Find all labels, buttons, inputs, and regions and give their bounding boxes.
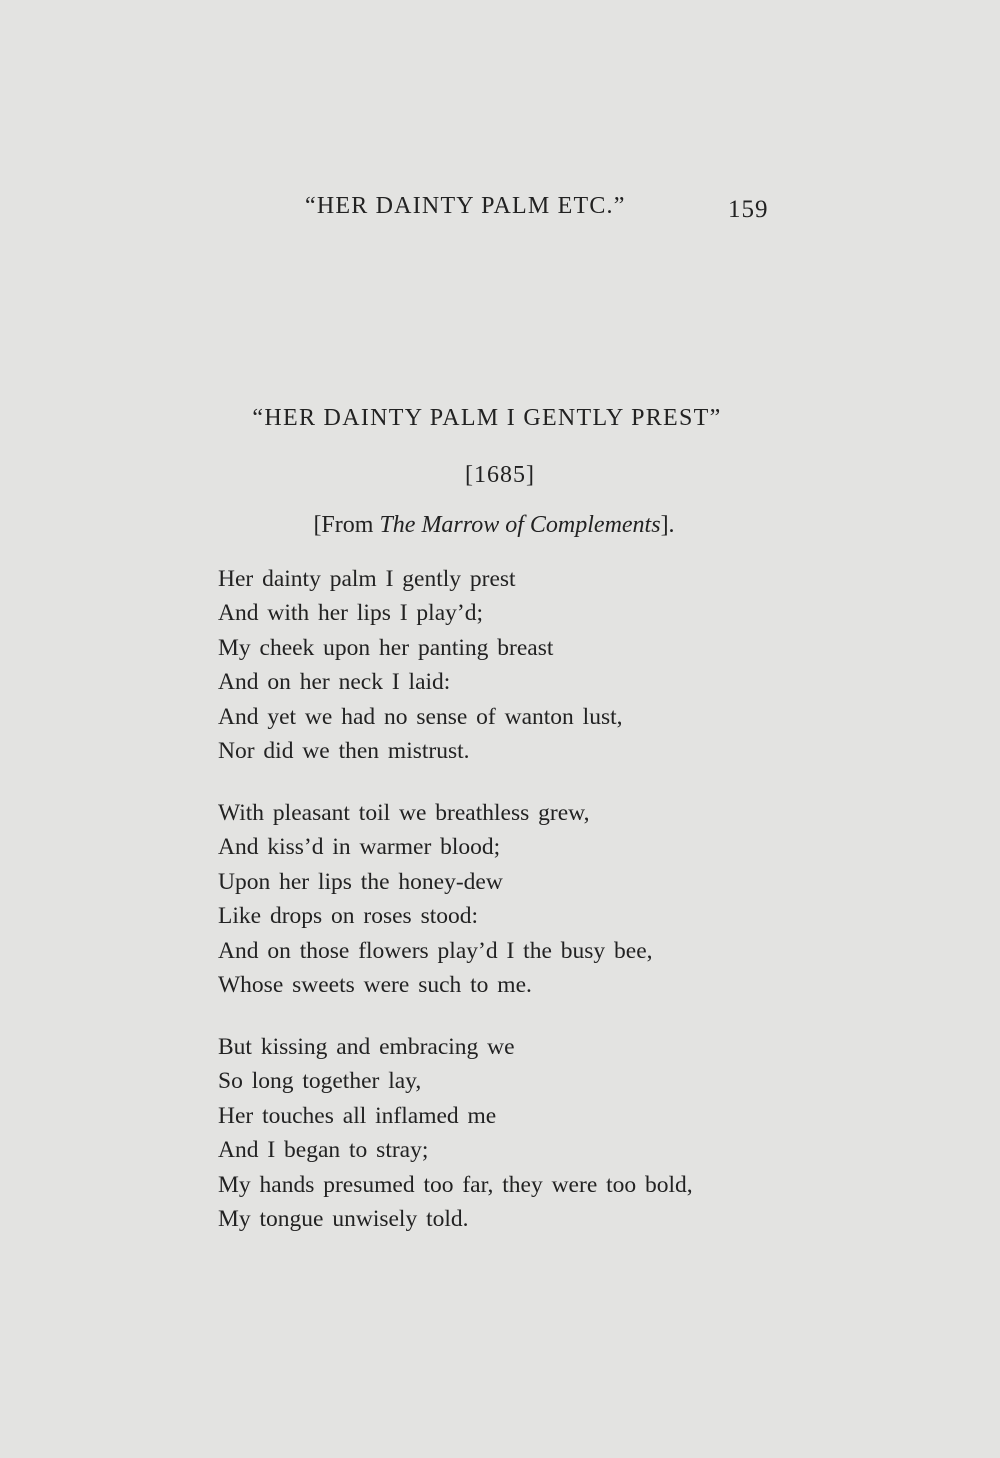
poem-line: Her touches all inflamed me bbox=[218, 1102, 497, 1129]
source-prefix: [From bbox=[313, 512, 380, 538]
stanza-2 bbox=[218, 796, 858, 1002]
source-suffix: ]. bbox=[660, 512, 675, 538]
poem-title bbox=[0, 405, 1000, 432]
poem-title-text: “HER DAINTY PALM I GENTLY PREST” bbox=[252, 405, 722, 431]
poem-line: Whose sweets were such to me. bbox=[218, 971, 532, 998]
poem-line: And kiss’d in warmer blood; bbox=[218, 834, 501, 861]
running-head: “HER DAINTY PALM ETC.” bbox=[305, 193, 626, 219]
poem-line: But kissing and embracing we bbox=[218, 1034, 515, 1060]
poem-line: Upon her lips the honey-dew bbox=[218, 868, 503, 895]
poem-line: And on her neck I laid: bbox=[218, 669, 451, 696]
poem-line: Her dainty palm I gently prest bbox=[218, 566, 516, 592]
poem-date: [1685] bbox=[465, 462, 535, 488]
poem-line: My hands presumed too far, they were too bold, bbox=[218, 1171, 693, 1198]
source-title-part1: The Marrow bbox=[379, 512, 500, 538]
page-number: 159 bbox=[728, 196, 769, 223]
poem-line: And I began to stray; bbox=[218, 1137, 429, 1164]
poem-line: With pleasant toil we breathless grew, bbox=[218, 800, 590, 826]
poem-line: And with her lips I play’d; bbox=[218, 600, 483, 627]
source-of: of bbox=[505, 512, 524, 538]
poem-line: My cheek upon her panting breast bbox=[218, 634, 554, 661]
source-title-part2: Complements bbox=[529, 512, 661, 538]
poem-line: So long together lay, bbox=[218, 1068, 422, 1095]
poem-line: And on those flowers play’d I the busy bee, bbox=[218, 937, 653, 964]
stanza-1 bbox=[218, 562, 858, 768]
poem-line: And yet we had no sense of wanton lust, bbox=[218, 703, 623, 730]
poem-line: My tongue unwisely told. bbox=[218, 1205, 469, 1232]
stanza-3 bbox=[218, 1030, 858, 1236]
poem-source bbox=[0, 512, 1000, 539]
poem-line: Like drops on roses stood: bbox=[218, 903, 479, 930]
poem-line: Nor did we then mistrust. bbox=[218, 737, 470, 764]
